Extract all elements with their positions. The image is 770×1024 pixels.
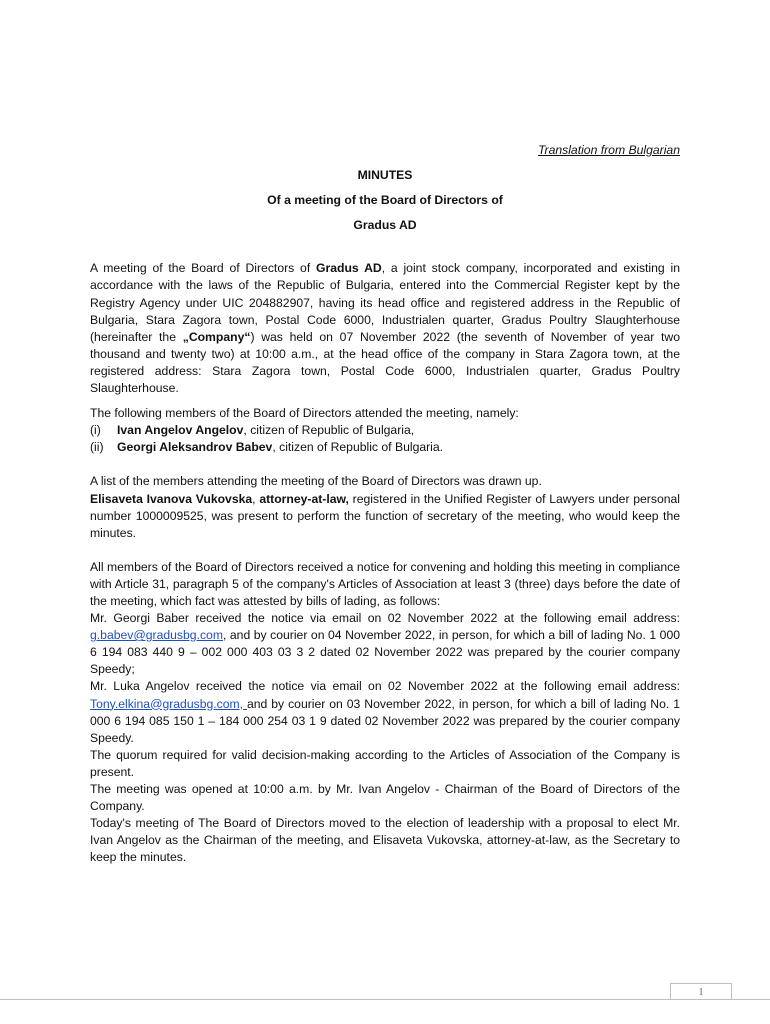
attendee-name: Georgi Aleksandrov Babev [117,440,273,455]
secretary-text: registered in the Unified Register of Lawyers under personal number 1000009525, was present to perform the function of secretary of the meeting, who would keep the minutes. [90,491,680,540]
attendee-name: Ivan Angelov Angelov [117,423,244,438]
baber-notice-paragraph [90,610,680,678]
baber-text-a: Mr. Georgi Baber received the notice via email on 02 November 2022 at the following email address: [90,611,680,626]
translation-note: Translation from Bulgarian [537,143,680,157]
baber-text-b: , and by courier on 04 November 2022, in person, for which a bill of lading No. 1 000 6 194 083 440 9 – 002 000 403 03 3 2 dated 02 November 2022 was prepared by the courier company Speedy; [90,628,680,677]
attendees-lead: The following members of the Board of Directors attended the meeting, namely: [90,406,519,421]
attendee-citizenship: , citizen of Republic of Bulgaria. [272,440,444,455]
notice-paragraph: All members of the Board of Directors received a notice for convening and holding this meeting in compliance with Article 31, paragraph 5 of the company's Articles of Association at least 3 (three) days before the date of the meeting, which fact was attested by bills of lading, as follows: [90,559,680,608]
intro-text-a: A meeting of the Board of Directors of [90,261,317,276]
intro-text-c: ) was held on 07 November 2022 (the seventh of November of year two thousand and twenty two) at 10:00 a.m., at the head office of the company in Stara Zagora town, at the registered address: Stara Zagora town, Postal Code 6000, Industrialen quarter, Gradus Poultry Slaughterhouse. [90,329,680,396]
secretary-name: Elisaveta Ivanova Vukovska [90,491,253,506]
secretary-title: attorney-at-law, [259,491,349,506]
company-heading: Gradus AD [353,218,417,233]
attendee-number: (ii) [90,440,104,455]
attendance-list-line: A list of the members attending the meeting of the Board of Directors was drawn up. [90,474,542,489]
luka-notice-paragraph [90,678,680,746]
document-body [90,142,680,866]
footer-divider [0,999,770,1000]
company-name: Gradus AD [316,261,382,276]
baber-email-link[interactable]: g.babev@gradusbg.com [90,628,223,643]
luka-email-link[interactable]: Tony.elkina@gradusbg.com, [90,696,247,711]
attendee-number: (i) [90,423,101,438]
attendee-item [90,422,680,439]
secretary-paragraph [90,491,680,542]
luka-text-b: and by courier on 03 November 2022, in person, for which a bill of lading No. 1 000 6 194 085 150 1 – 184 000 254 03 1 9 dated 02 November 2022 was prepared by the courier company Speedy. [90,696,680,745]
opening-paragraph: The meeting was opened at 10:00 a.m. by Mr. Ivan Angelov - Chairman of the Board of Directors of the Company. [90,782,680,814]
page-number: 1 [698,987,704,998]
document-subtitle: Of a meeting of the Board of Directors of [267,193,503,208]
company-term: „Company“ [182,329,251,344]
quorum-paragraph: The quorum required for valid decision-making according to the Articles of Association of the Company is present. [90,747,680,779]
intro-text-b: , a joint stock company, incorporated and existing in accordance with the laws of the Republic of Bulgaria, entered into the Commercial Register kept by the Registry Agency under UIC 204882907, having its head office and registered address in the Republic of Bulgaria, Stara Zagora town, Postal Code 6000, Industrialen quarter, Gradus Poultry Slaughterhouse (hereinafter the [90,261,680,344]
election-paragraph: Today's meeting of The Board of Directors moved to the election of leadership with a proposal to elect Mr. Ivan Angelov as the Chairman of the meeting, and Elisaveta Vukovska, attorney-at-law, as the Secretary to keep the minutes. [90,816,680,865]
luka-text-a: Mr. Luka Angelov received the notice via email on 02 November 2022 at the following email address: [90,679,680,694]
attendee-item [90,439,680,456]
attendee-citizenship: , citizen of Republic of Bulgaria, [243,423,415,438]
intro-paragraph [90,260,680,397]
document-title: MINUTES [357,168,413,183]
secretary-separator: , [252,491,260,506]
